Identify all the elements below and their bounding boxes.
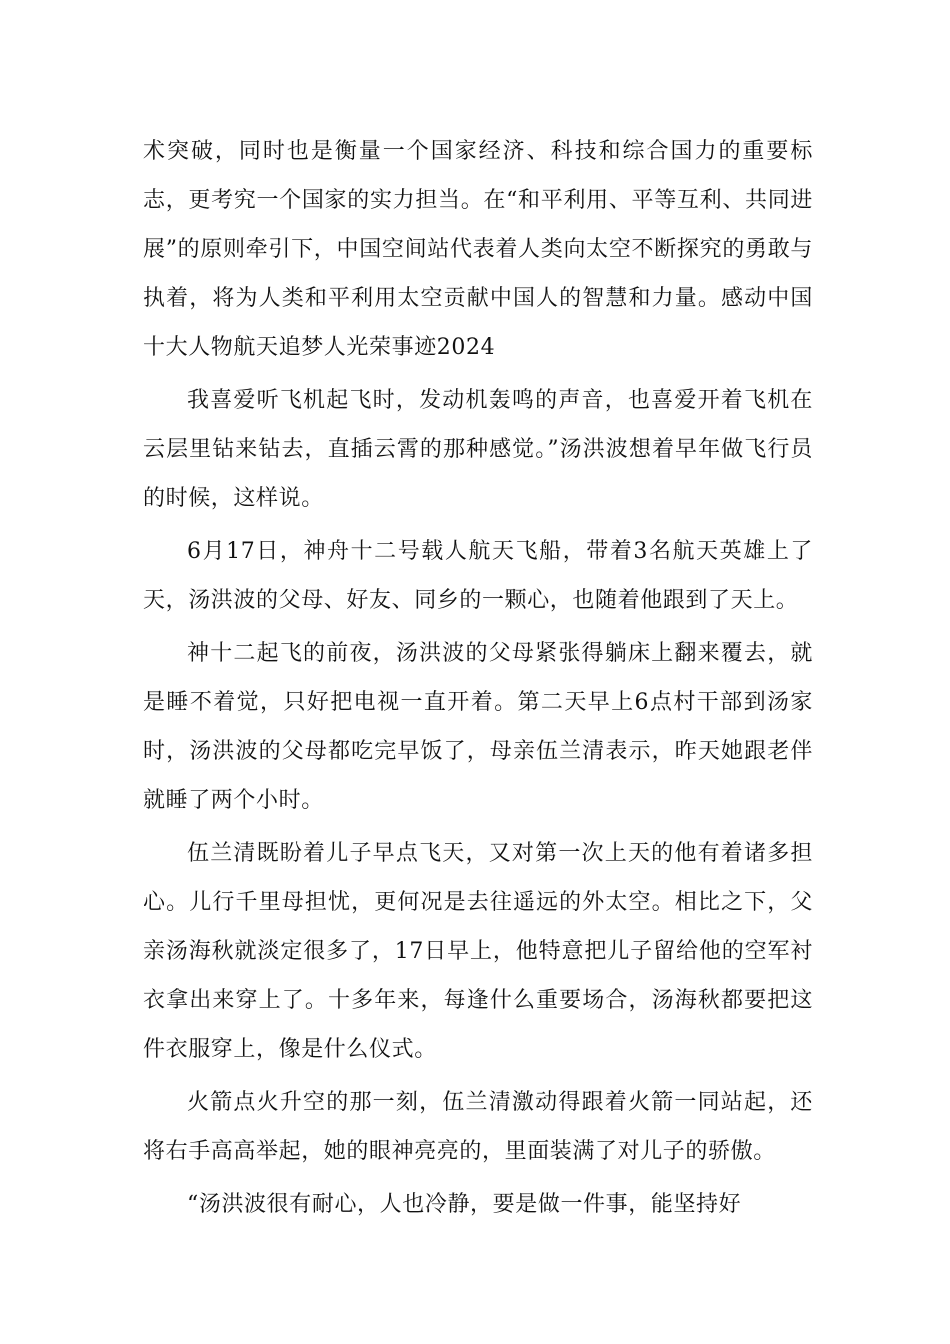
paragraph-7: “汤洪波很有耐心，人也冷静，要是做一件事，能坚持好 xyxy=(187,1192,742,1217)
paragraph-4: 神十二起飞的前夜，汤洪波的父母紧张得躺床上翻来覆去，就是睡不着觉，只好把电视一直开着。第二天早上6点村干部到汤家时，汤洪波的父母都吃完早饭了，母亲伍兰清表示，昨天她跟老伴就睡了两个小时。 xyxy=(143,641,813,813)
paragraph-1: 术突破，同时也是衡量一个国家经济、科技和综合国力的重要标志，更考究一个国家的实力担当。在“和平利用、平等互利、共同进展”的原则牵引下，中国空间站代表着人类向太空不断探究的勇敢与执着，将为人类和平利用太空贡献中国人的智慧和力量。感动中国十大人物航天追梦人光荣事迹2024 xyxy=(143,139,813,360)
paragraph-2: 我喜爱听飞机起飞时，发动机轰鸣的声音，也喜爱开着飞机在云层里钻来钻去，直插云霄的那种感觉。”汤洪波想着早年做飞行员的时候，这样说。 xyxy=(143,388,813,511)
document-body xyxy=(143,127,813,1229)
paragraph-5: 伍兰清既盼着儿子早点飞天，又对第一次上天的他有着诸多担心。儿行千里母担忧，更何况是去往遥远的外太空。相比之下，父亲汤海秋就淡定很多了，17日早上，他特意把儿子留给他的空军衬衣拿出来穿上了。十多年来，每逢什么重要场合，汤海秋都要把这件衣服穿上，像是什么仪式。 xyxy=(143,841,813,1062)
paragraph-3: 6月17日，神舟十二号载人航天飞船，带着3名航天英雄上了天，汤洪波的父母、好友、同乡的一颗心，也随着他跟到了天上。 xyxy=(143,539,813,613)
paragraph-6: 火箭点火升空的那一刻，伍兰清激动得跟着火箭一同站起，还将右手高高举起，她的眼神亮亮的，里面装满了对儿子的骄傲。 xyxy=(143,1090,813,1164)
